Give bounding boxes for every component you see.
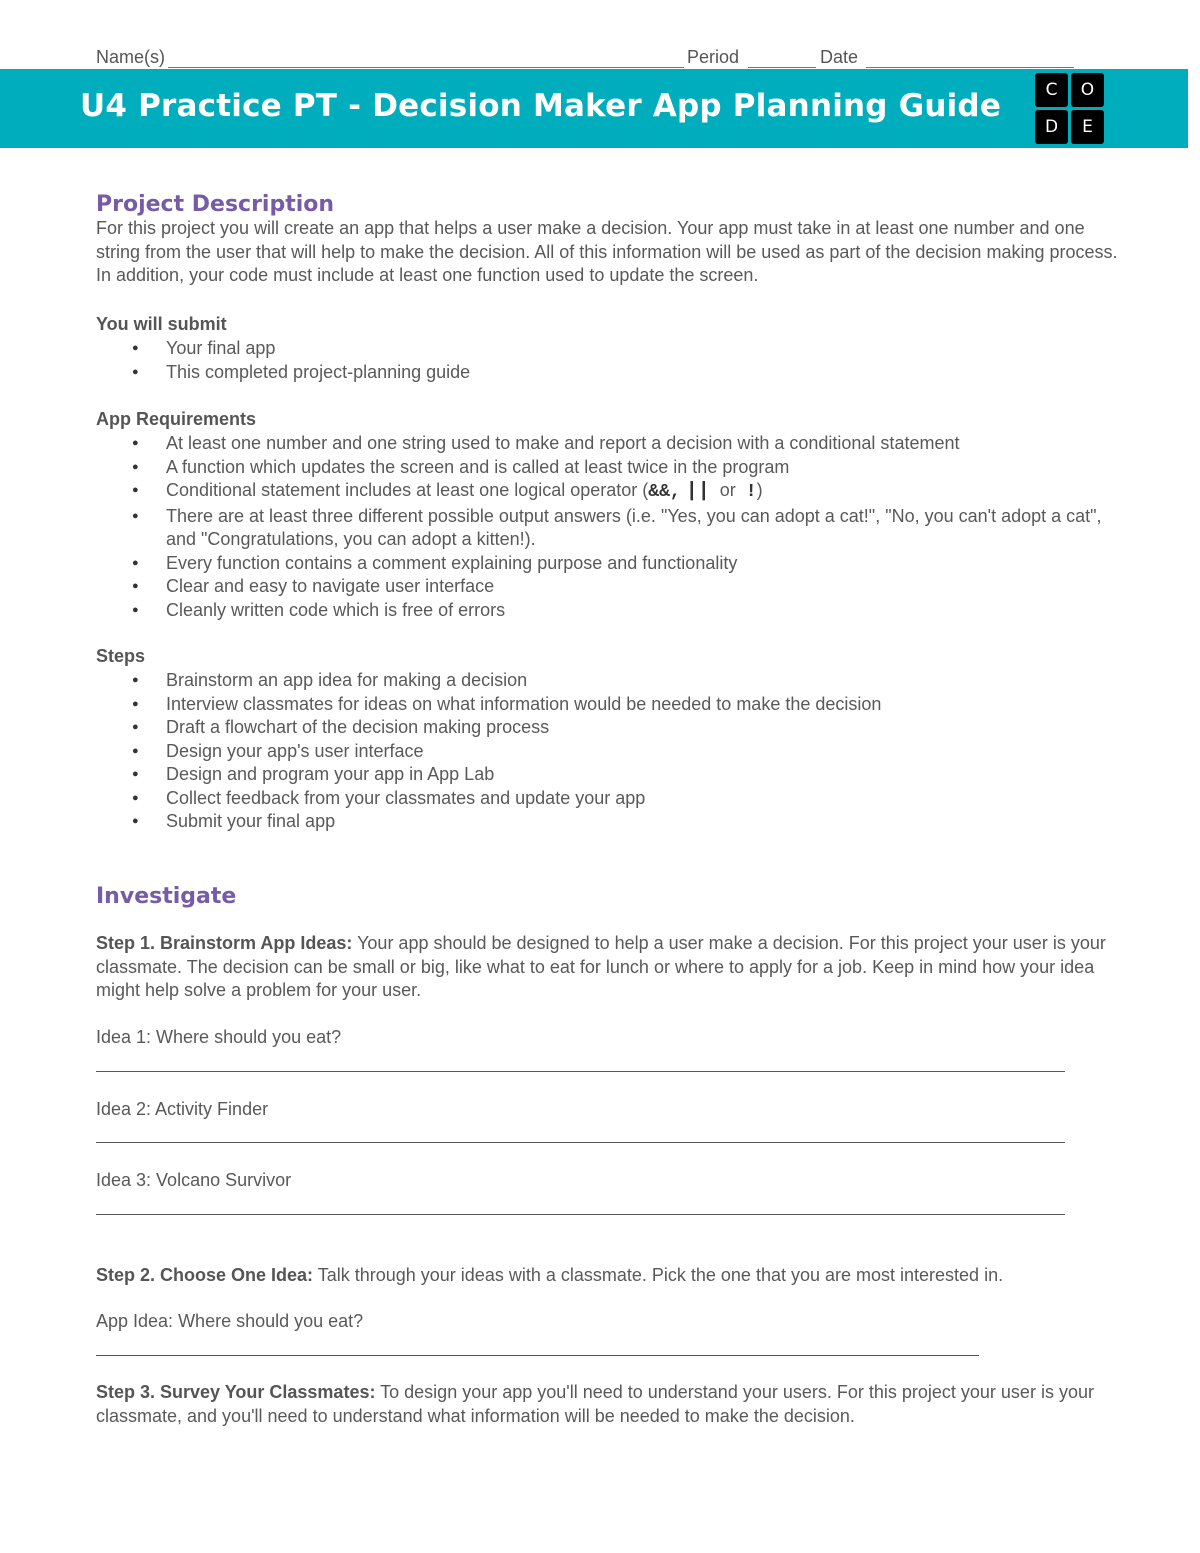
step1-paragraph [96,932,1126,1003]
list-item: ● At least one number and one string used to make and report a decision with a conditional statement [96,432,1126,456]
and-operator: &&, [648,482,681,502]
step2-text: Talk through your ideas with a classmate. Pick the one that you are most interested in. [313,1265,1004,1285]
step3-text: To design your app you'll need to understand your users. For this project your user is your classmate, and you'll need to understand what information will be needed to make the decision. [96,1382,1094,1426]
project-description-heading: Project Description [96,192,335,217]
investigate-heading: Investigate [96,884,237,909]
name-field[interactable] [168,67,684,68]
list-item: ● A function which updates the screen and is called at least twice in the program [96,456,1126,480]
requirements-heading: App Requirements [96,409,257,429]
date-label: Date [820,47,859,67]
logo-letter: D [1035,110,1068,144]
period-field[interactable] [748,67,816,68]
date-field[interactable] [866,67,1074,68]
steps-list [96,669,1126,834]
submit-list [96,337,1126,384]
list-item: ● This completed project-planning guide [96,361,1126,385]
name-label: Name(s) [96,47,166,67]
step3-paragraph [96,1381,1126,1428]
list-item: ● Every function contains a comment explaining purpose and functionality [96,552,1126,576]
step1-text: Your app should be designed to help a user make a decision. For this project your user is your classmate. The decision can be small or big, like what to eat for lunch or where to apply for a job. Keep in mind how your idea might help solve a problem for your user. [96,933,1106,1000]
list-item: ● Design your app's user interface [96,740,1126,764]
idea1-line [96,1071,1065,1072]
logo-letter: C [1035,73,1068,107]
idea2-answer[interactable]: Idea 2: Activity Finder [96,1099,269,1119]
submit-heading: You will submit [96,314,227,334]
app-idea-answer[interactable]: App Idea: Where should you eat? [96,1311,364,1331]
list-item: ● Collect feedback from your classmates and update your app [96,787,1126,811]
list-item: ● Interview classmates for ideas on what information would be needed to make the decision [96,693,1126,717]
step1-label: Step 1. Brainstorm App Ideas: [96,933,353,953]
step2-label: Step 2. Choose One Idea: [96,1265,314,1285]
list-item: ● Brainstorm an app idea for making a decision [96,669,1126,693]
steps-heading: Steps [96,646,146,666]
operator-text-suffix: ) [756,480,763,500]
list-item: ● Draft a flowchart of the decision making process [96,716,1126,740]
not-operator: ! [745,482,757,502]
idea1-answer[interactable]: Idea 1: Where should you eat? [96,1027,342,1047]
app-idea-line [96,1355,979,1356]
list-item: ● Clear and easy to navigate user interface [96,575,1126,599]
list-item: ● There are at least three different possible output answers (i.e. "Yes, you can adopt a cat!", "No, you can't adopt a cat", and "Congratulations, you can adopt a kitten!). [96,505,1126,552]
code-org-logo [1035,73,1105,145]
requirements-list [96,432,1126,622]
idea3-answer[interactable]: Idea 3: Volcano Survivor [96,1170,292,1190]
idea2-line [96,1142,1065,1143]
or-operator: || [685,480,710,503]
list-item: ● Cleanly written code which is free of errors [96,599,1126,623]
project-description-text: For this project you will create an app that helps a user make a decision. Your app must take in at least one number and one string from the user that will help to make the decision. All of this information will be used as part of the decision making process. In addition, your code must include at least one function used to update the screen. [96,218,1118,285]
logo-letter: O [1071,73,1104,107]
page-title: U4 Practice PT - Decision Maker App Planning Guide [80,88,1002,124]
step2-paragraph [96,1264,1126,1288]
step3-label: Step 3. Survey Your Classmates: [96,1382,376,1402]
period-label: Period [687,47,740,67]
list-item [96,479,1126,505]
logo-letter: E [1071,110,1104,144]
list-item: ● Your final app [96,337,1126,361]
list-item: ● Submit your final app [96,810,1126,834]
list-item: ● Design and program your app in App Lab [96,763,1126,787]
idea3-line [96,1214,1065,1215]
operator-text-prefix: Conditional statement includes at least one logical operator ( [166,480,649,500]
or-word: or [719,480,736,500]
